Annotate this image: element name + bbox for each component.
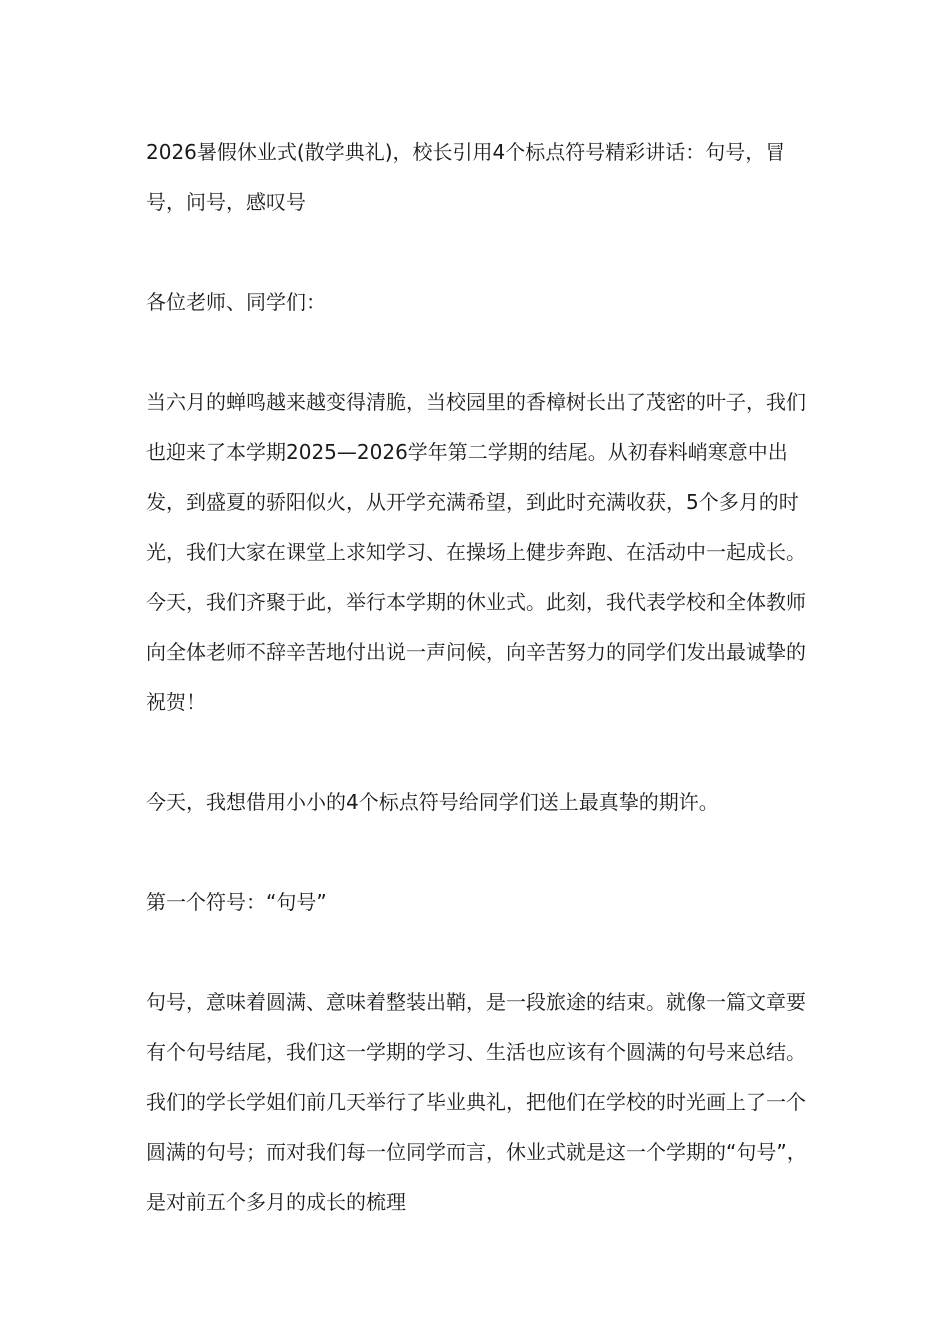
document-body: [146, 127, 821, 1227]
paragraph-opening: 当六月的蝉鸣越来越变得清脆，当校园里的香樟树长出了茂密的叶子，我们也迎来了本学期2025—2026学年第二学期的结尾。从初春料峭寒意中出发，到盛夏的骄阳似火，从开学充满希望，到此时充满收获，5个多月的时光，我们大家在课堂上求知学习、在操场上健步奔跑、在活动中一起成长。今天，我们齐聚于此，举行本学期的休业式。此刻，我代表学校和全体教师向全体老师不辞辛苦地付出说一声问候，向辛苦努力的同学们发出最诚挚的祝贺！: [146, 390, 806, 714]
section-heading-first-symbol: 第一个符号：“句号”: [146, 890, 327, 914]
document-title: 2026暑假休业式(散学典礼)，校长引用4个标点符号精彩讲话：句号，冒号，问号，感叹号: [146, 140, 786, 214]
paragraph-intro: 今天，我想借用小小的4个标点符号给同学们送上最真挚的期许。: [146, 790, 719, 814]
paragraph-period: 句号，意味着圆满、意味着整装出鞘，是一段旅途的结束。就像一篇文章要有个句号结尾，我们这一学期的学习、生活也应该有个圆满的句号来总结。我们的学长学姐们前几天举行了毕业典礼，把他们在学校的时光画上了一个圆满的句号；而对我们每一位同学而言，休业式就是这一个学期的“句号”，是对前五个多月的成长的梳理: [146, 990, 807, 1214]
salutation: 各位老师、同学们：: [146, 290, 326, 314]
